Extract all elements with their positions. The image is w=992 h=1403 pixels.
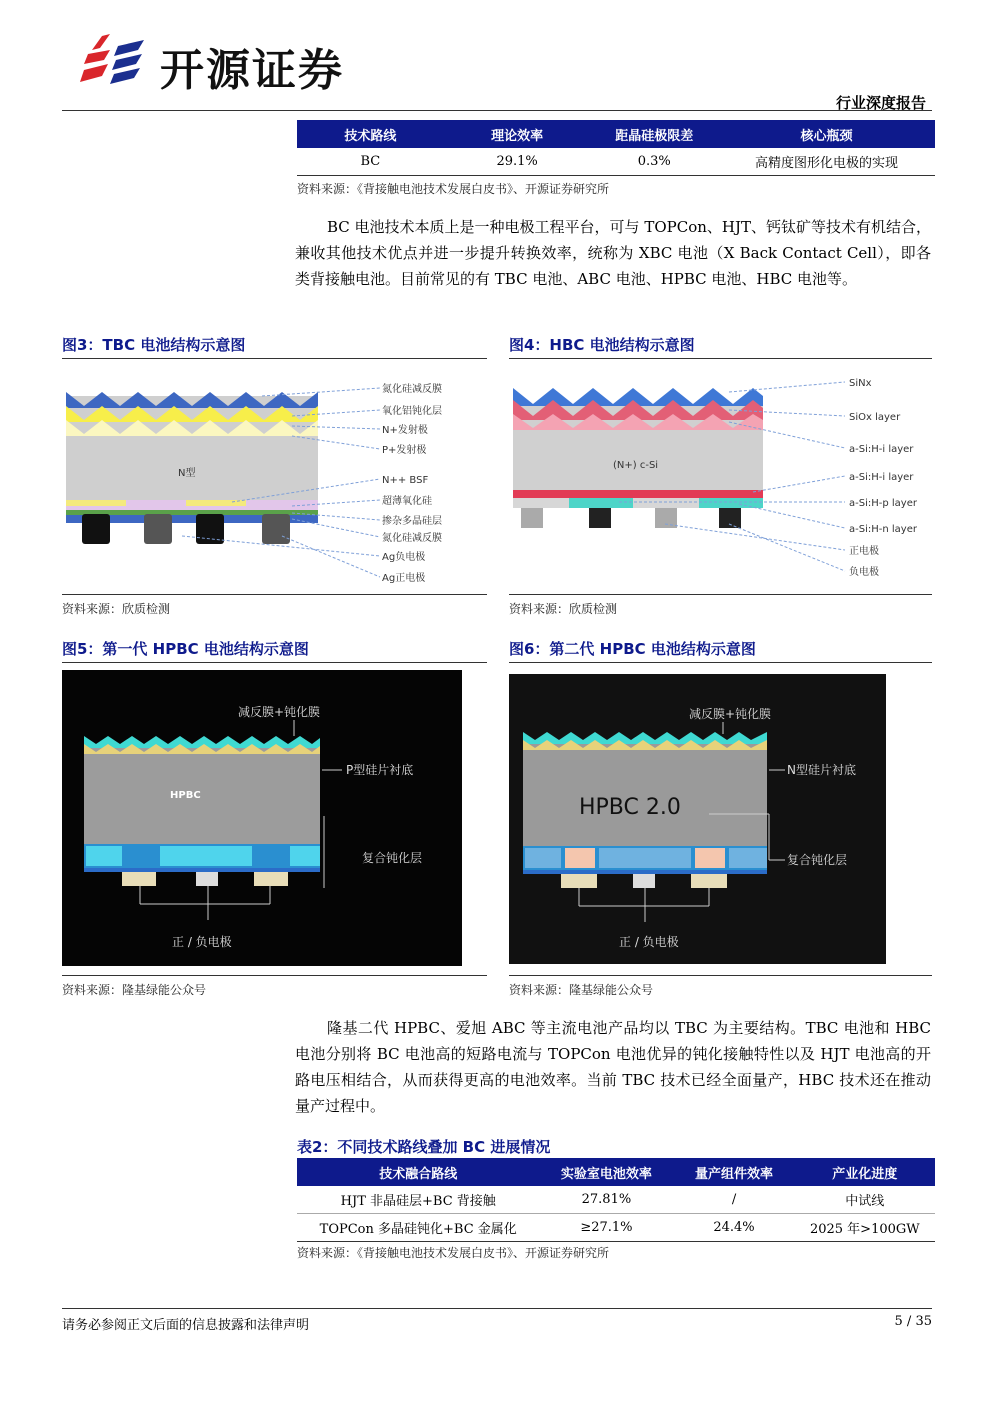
report-type: 行业深度报告 [835,94,926,112]
diagram-top-label: 减反膜+钝化膜 [238,705,321,719]
tech-fusion-table [297,1158,935,1242]
figure-title: 图5：第一代 HPBC 电池结构示意图 [62,640,309,658]
figure-divider [509,975,932,976]
diagram-body-label: (N+) c-Si [613,460,659,471]
figure-divider [62,358,487,359]
table-cell: 2025 年>100GW [795,1214,935,1242]
table1-source: 资料来源：《背接触电池技术发展白皮书》、开源证券研究所 [297,182,610,196]
company-name: 开源证券 [160,45,344,96]
hbc-structure-diagram [509,366,932,592]
table-row [297,148,935,176]
table-cell: HJT 非晶硅层+BC 背接触 [297,1186,539,1214]
table-header: 核心瓶颈 [718,120,935,148]
table-cell: BC [297,148,444,176]
table-cell: 中试线 [795,1186,935,1214]
table2-source: 资料来源：《背接触电池技术发展白皮书》、开源证券研究所 [297,1246,610,1260]
diagram-label: 掺杂多晶硅层 [382,516,442,527]
body-paragraph: BC 电池技术本质上是一种电极工程平台，可与 TOPCon、HJT、钙钛矿等技术有机结合，兼收其他技术优点并进一步提升转换效率，统称为 XBC 电池（X Back Contact Cell），即各类背接触电池。目前常见的有 TBC 电池、ABC 电池、HPBC 电池、HBC 电池等。 [295,218,931,288]
figure-source: 资料来源：隆基绿能公众号 [62,983,207,997]
table-cell: / [673,1186,794,1214]
table-cell: TOPCon 多晶硅钝化+BC 金属化 [297,1214,539,1242]
table-cell: 29.1% [444,148,591,176]
table-header: 技术融合路线 [297,1158,539,1186]
table-cell: 24.4% [673,1214,794,1242]
figure-divider [509,358,932,359]
table-header: 距晶硅极限差 [590,120,718,148]
diagram-label: SiOx layer [849,412,901,423]
table-row [297,1186,935,1214]
logo [80,32,150,86]
diagram-top-label: 减反膜+钝化膜 [689,707,772,721]
table-header: 实验室电池效率 [539,1158,673,1186]
diagram-label: N+发射极 [382,425,428,436]
figure-source: 资料来源：隆基绿能公众号 [509,983,654,997]
diagram-label: Ag正电极 [382,573,426,584]
figure-title: 图6：第二代 HPBC 电池结构示意图 [509,640,756,658]
table-cell: ≥27.1% [539,1214,673,1242]
figure-source: 资料来源：欣质检测 [509,602,618,616]
diagram-label: N++ BSF [382,475,429,486]
diagram-label: 负电极 [849,567,879,578]
table-header: 产业化进度 [795,1158,935,1186]
figure-divider [62,662,487,663]
diagram-electrode-label: 正 / 负电极 [172,935,232,949]
tbc-structure-diagram [62,366,487,592]
logo-icon [80,32,150,86]
diagram-body-label: HPBC [170,790,201,801]
diagram-side-label: P型硅片衬底 [346,763,414,777]
table-header: 理论效率 [444,120,591,148]
diagram-label: 超薄氧化硅 [382,496,432,507]
table-title: 表2：不同技术路线叠加 BC 进展情况 [297,1138,551,1156]
hpbc-gen2-diagram [509,674,886,964]
figure-title: 图4：HBC 电池结构示意图 [509,336,695,354]
body-paragraph: 隆基二代 HPBC、爱旭 ABC 等主流电池产品均以 TBC 为主要结构。TBC 电池和 HBC 电池分别将 BC 电池高的短路电流与 TOPCon 电池优异的钝化接触特性以及 HJT 电池高的开路电压相结合，从而获得更高的电池效率。当前 TBC 技术已经全面量产，HBC 技术还在推动量产过程中。 [295,1019,931,1115]
header-divider [62,110,932,111]
footer-divider [62,1308,932,1309]
footer-disclaimer: 请务必参阅正文后面的信息披露和法律声明 [62,1318,310,1333]
diagram-body-label: N型 [178,468,196,479]
page-number: 5 / 35 [894,1314,932,1329]
diagram-label: Ag负电极 [382,552,426,563]
diagram-label: 氮化硅减反膜 [382,384,442,395]
figure-divider [62,594,487,595]
diagram-label: P+发射极 [382,445,427,456]
diagram-label: a-Si:H-i layer [849,472,914,483]
diagram-layer-label: 复合钝化层 [787,853,848,867]
tech-route-table [297,120,935,176]
table-header: 量产组件效率 [673,1158,794,1186]
table-header: 技术路线 [297,120,444,148]
table-cell: 0.3% [590,148,718,176]
table-cell: 高精度图形化电极的实现 [718,148,935,176]
diagram-electrode-label: 正 / 负电极 [619,935,679,949]
diagram-layer-label: 复合钝化层 [362,851,423,865]
diagram-label: a-Si:H-n layer [849,524,917,535]
diagram-body-label: HPBC 2.0 [579,795,681,820]
diagram-label: a-Si:H-p layer [849,498,917,509]
figure-divider [509,594,932,595]
figure-title: 图3：TBC 电池结构示意图 [62,336,246,354]
diagram-label: 氮化硅减反膜 [382,533,442,544]
figure-source: 资料来源：欣质检测 [62,602,171,616]
figure-divider [62,975,487,976]
hpbc-gen1-diagram [62,670,462,966]
table-row [297,1214,935,1242]
figure-divider [509,662,932,663]
diagram-side-label: N型硅片衬底 [787,763,856,777]
diagram-label: 正电极 [849,546,879,557]
diagram-label: a-Si:H-i layer [849,444,914,455]
diagram-label: 氧化铝钝化层 [382,406,442,417]
table-cell: 27.81% [539,1186,673,1214]
diagram-label: SiNx [849,378,872,389]
